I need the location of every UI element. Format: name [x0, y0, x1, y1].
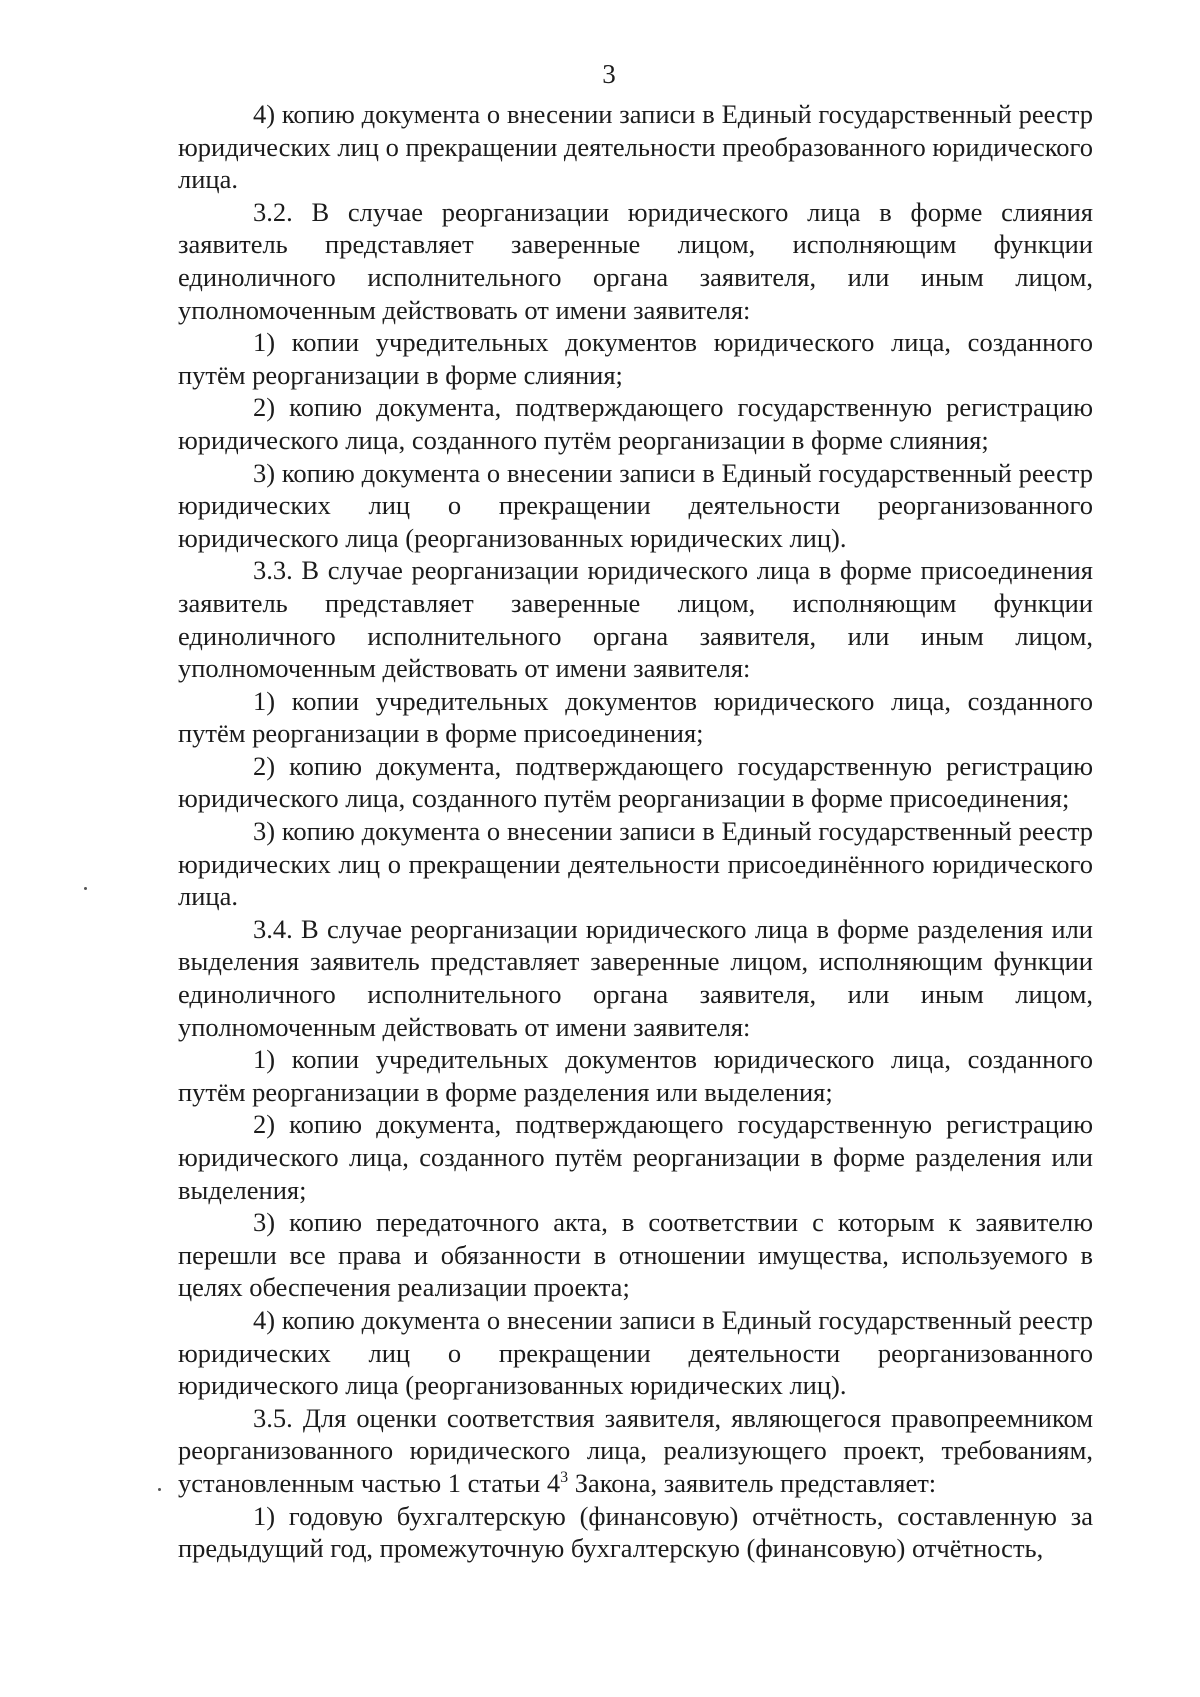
paragraph: 4) копию документа о внесении записи в Единый государственный реестр юридических лиц о прекращении деятельности преобразованного юридического лица.: [178, 99, 1093, 195]
paragraph-last: 1) годовую бухгалтерскую (финансовую) отчётность, составленную за предыдущий год, промежуточную бухгалтерскую (финансовую) отчётность,: [178, 1500, 1093, 1564]
paragraph: 3.4. В случае реорганизации юридического лица в форме разделения или выделения заявитель представляет заверенные лицом, исполняющим функции единоличного исполнительного органа заявителя, или иным лицом, уполномоченным действовать от имени заявителя:: [178, 913, 1093, 1042]
superscript: 3: [560, 1468, 569, 1486]
paragraph: 2) копию документа, подтверждающего государственную регистрацию юридического лица, созданного путём реорганизации в форме разделения или выделения;: [178, 1109, 1093, 1205]
paragraph: 3) копию документа о внесении записи в Единый государственный реестр юридических лиц о прекращении деятельности реорганизованного юридического лица (реорганизованных юридических лиц).: [178, 457, 1093, 553]
paragraph: 3) копию документа о внесении записи в Единый государственный реестр юридических лиц о прекращении деятельности присоединённого юридического лица.: [178, 816, 1093, 912]
paragraph: 3.2. В случае реорганизации юридического лица в форме слияния заявитель представляет заверенные лицом, исполняющим функции единоличного исполнительного органа заявителя, или иным лицом, уполномоченным действовать от имени заявителя:: [178, 196, 1093, 325]
paragraph-text: 3.5. Для оценки соответствия заявителя, являющегося правопреемником реорганизованного юридического лица, реализующего проект, требованиям, установленным частью 1 статьи 4: [178, 1402, 1093, 1498]
paragraph: 4) копию документа о внесении записи в Единый государственный реестр юридических лиц о прекращении деятельности реорганизованного юридического лица (реорганизованных юридических лиц).: [178, 1304, 1093, 1401]
paragraph: 3.3. В случае реорганизации юридического лица в форме присоединения заявитель представляет заверенные лицом, исполняющим функции единоличного исполнительного органа заявителя, или иным лицом, уполномоченным действовать от имени заявителя:: [178, 555, 1093, 684]
document-body: [178, 98, 1093, 1565]
paragraph: 2) копию документа, подтверждающего государственную регистрацию юридического лица, созданного путём реорганизации в форме присоединения;: [178, 750, 1093, 814]
paragraph: 1) копии учредительных документов юридического лица, созданного путём реорганизации в форме слияния;: [178, 327, 1093, 390]
scan-speck: [158, 1488, 161, 1491]
page-number: 3: [602, 59, 616, 89]
paragraph: 3) копию передаточного акта, в соответствии с которым к заявителю перешли все права и обязанности в отношении имущества, используемого в целях обеспечения реализации проекта;: [178, 1207, 1093, 1303]
paragraph: 2) копию документа, подтверждающего государственную регистрацию юридического лица, созданного путём реорганизации в форме слияния;: [178, 392, 1093, 455]
paragraph-3-5: [178, 1402, 1093, 1500]
paragraph-text: Закона, заявитель представляет:: [568, 1467, 937, 1498]
paragraph: 1) копии учредительных документов юридического лица, созданного путём реорганизации в форме разделения или выделения;: [178, 1044, 1093, 1107]
scan-speck: [84, 887, 87, 890]
paragraph: 1) копии учредительных документов юридического лица, созданного путём реорганизации в форме присоединения;: [178, 685, 1093, 749]
